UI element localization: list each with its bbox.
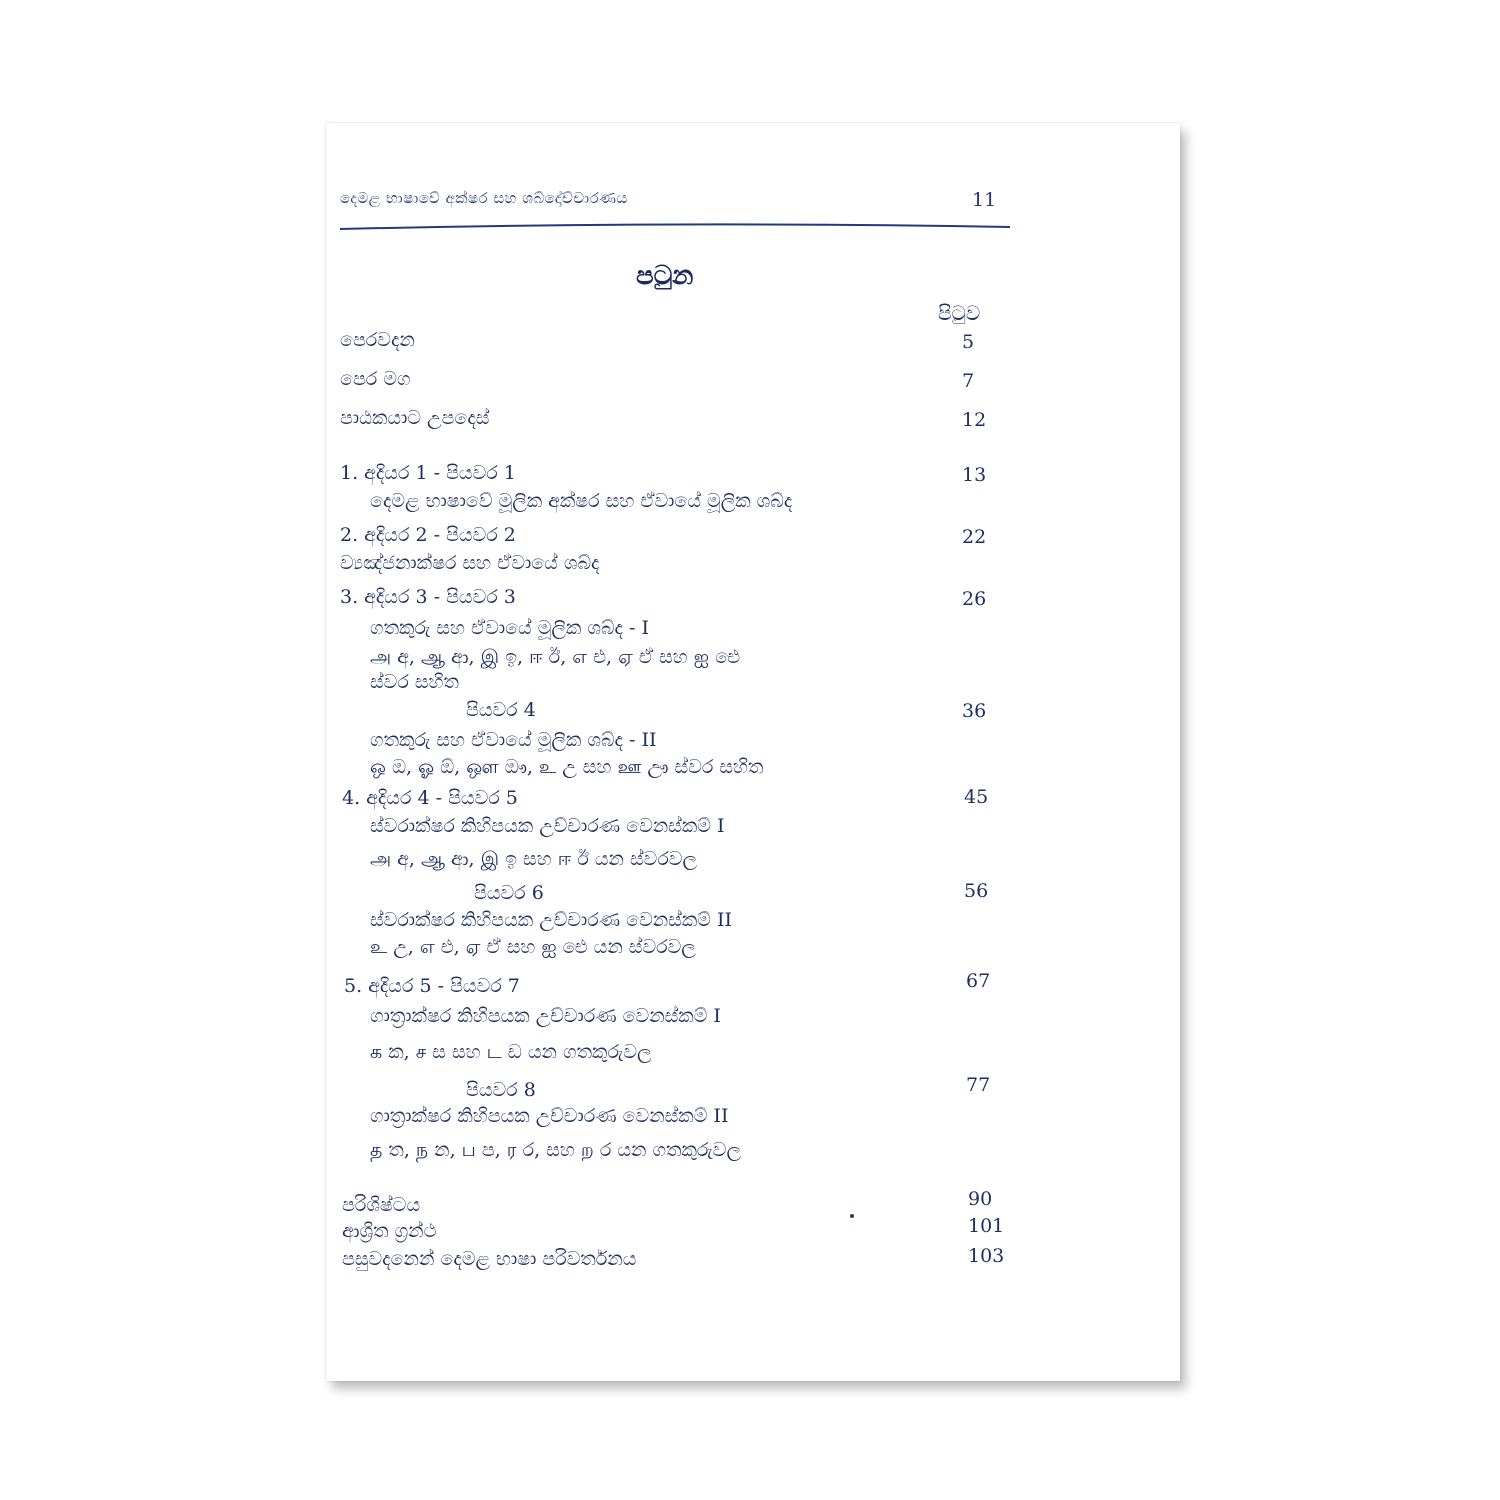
toc-title: පටුන <box>636 261 694 291</box>
page-column-label: පිටුව <box>938 301 981 325</box>
toc-subentry: ස්වරාක්ෂර කිහිපයක උච්චාරණ වෙනස්කම් I <box>370 815 725 837</box>
toc-entry-stage-1: 1. අදියර 1 - පියවර 1 <box>340 462 516 484</box>
toc-entry-step-8: පියවර 8 <box>466 1079 536 1101</box>
toc-page-appendix: 90 <box>968 1188 993 1210</box>
toc-entry-stage-4: 4. අදියර 4 - පියවර 5 <box>342 787 518 809</box>
toc-subentry: க ක, ச ස සහ ட ඩ යන ගතකුරුවල <box>370 1041 652 1063</box>
toc-entry-stage-3: 3. අදියර 3 - පියවර 3 <box>340 586 516 608</box>
toc-page-reader-instructions: 12 <box>962 409 987 431</box>
header-rule <box>340 223 1010 231</box>
toc-subentry: ස්වරාක්ෂර කිහිපයක උච්චාරණ වෙනස්කම් II <box>370 909 732 931</box>
toc-entry-appendix: පරිශිෂ්ටය <box>342 1194 421 1216</box>
toc-entry-foreword: පෙරවදන <box>340 329 415 351</box>
toc-subentry: ගතකුරු සහ ඒවායේ මූලික ශබ්ද - II <box>370 729 657 751</box>
toc-subentry: ගාත්‍රාක්ෂර කිහිපයක උච්චාරණ වෙනස්කම් II <box>370 1105 729 1127</box>
toc-entry-stage-2: 2. අදියර 2 - පියවර 2 <box>340 524 516 546</box>
toc-entry-reader-instructions: පාඨකයාට උපදෙස් <box>340 407 490 429</box>
toc-page-afterword-translation: 103 <box>968 1245 1005 1267</box>
toc-subentry: உ උ, எ එ, ஏ ඒ සහ ஐ ඓ යන ස්වරවල <box>370 936 696 958</box>
toc-entry-preface: පෙර මග <box>340 368 411 390</box>
toc-page-stage-1: 13 <box>962 464 987 486</box>
toc-page-bibliography: 101 <box>968 1215 1005 1237</box>
toc-page-step-4: 36 <box>962 700 987 722</box>
toc-entry-step-6: පියවර 6 <box>474 882 544 904</box>
book-page <box>326 123 1180 1381</box>
toc-subentry: ව්‍යඤ්ජනාක්ෂර සහ ඒවායේ ශබ්ද <box>340 552 600 574</box>
toc-page-stage-2: 22 <box>962 526 987 548</box>
toc-subentry: දෙමළ භාෂාවේ මූලික අක්ෂර සහ ඒවායේ මූලික ශබ්ද <box>370 490 793 512</box>
toc-subentry: ஒ ඔ, ஓ ඕ, ஔ ඖ, உ උ සහ ஊ ඌ ස්වර සහිත <box>370 756 764 778</box>
toc-page-stage-3: 26 <box>962 588 987 610</box>
toc-subentry: ගාත්‍රාක්ෂර කිහිපයක උච්චාරණ වෙනස්කම් I <box>370 1005 721 1027</box>
toc-page-stage-5: 67 <box>966 970 991 992</box>
ink-dot <box>850 1214 854 1218</box>
toc-page-foreword: 5 <box>962 331 975 353</box>
running-title: දෙමළ භාෂාවේ අක්ෂර සහ ශබ්දෝච්චාරණය <box>340 189 628 207</box>
toc-entry-step-4: පියවර 4 <box>466 699 536 721</box>
toc-subentry: ගතකුරු සහ ඒවායේ මූලික ශබ්ද - I <box>370 617 649 639</box>
page-number: 11 <box>972 189 997 211</box>
toc-page-preface: 7 <box>962 370 975 392</box>
toc-subentry: ස්වර සහිත <box>370 671 459 693</box>
toc-page-step-8: 77 <box>966 1074 991 1096</box>
toc-entry-afterword-translation: පසුවදනෙන් දෙමළ භාෂා පරිවර්තනය <box>342 1248 637 1270</box>
toc-subentry: அ අ, ஆ ආ, இ ඉ සහ ஈ ඊ යන ස්වරවල <box>370 848 697 870</box>
toc-entry-stage-5: 5. අදියර 5 - පියවර 7 <box>344 975 520 997</box>
toc-entry-bibliography: ආශ්‍රිත ග්‍රන්ථ <box>342 1220 437 1242</box>
toc-subentry: அ අ, ஆ ආ, இ ඉ, ஈ ඊ, எ එ, ஏ ඒ සහ ஐ ඓ <box>370 646 741 668</box>
toc-page-stage-4: 45 <box>964 786 989 808</box>
toc-subentry: த ත, ந න, ப ප, ர ර, සහ ற ර යන ගතකුරුවල <box>370 1139 741 1161</box>
toc-page-step-6: 56 <box>964 880 989 902</box>
